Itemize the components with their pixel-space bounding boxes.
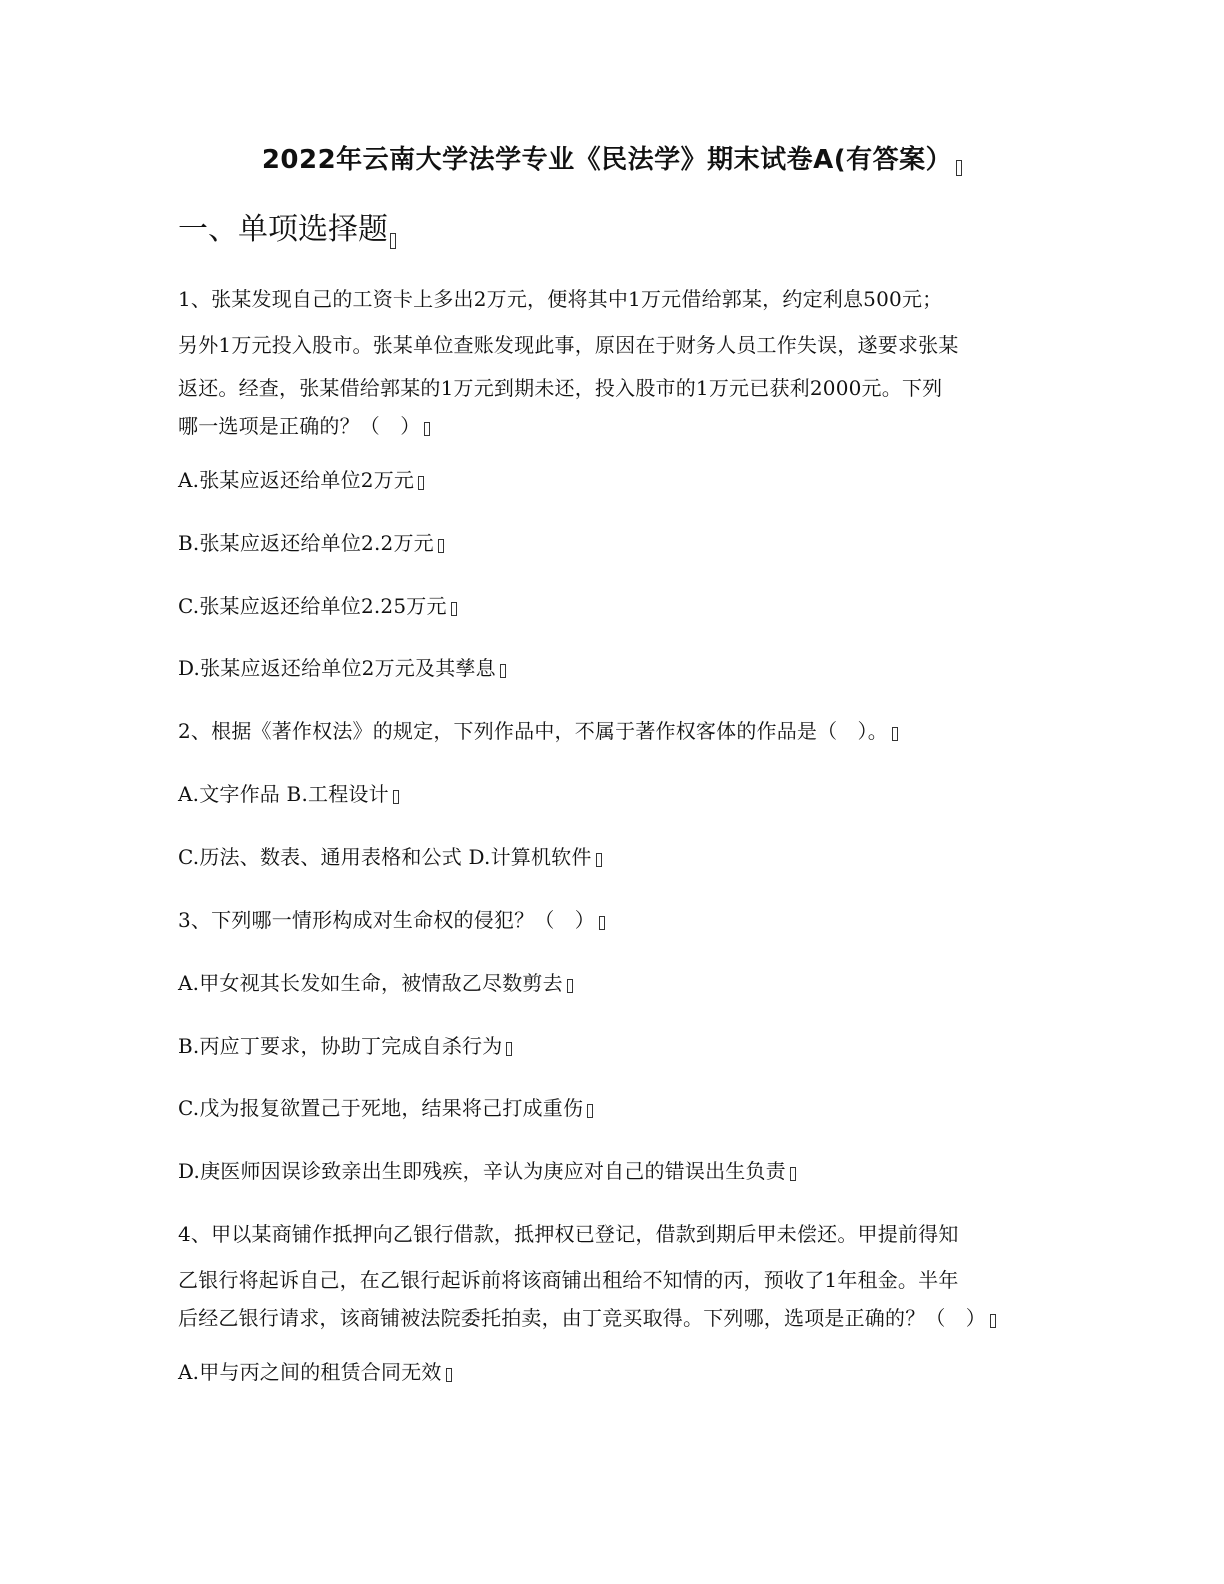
paragraph-mark-icon xyxy=(424,422,430,436)
document-title-text: 2022年云南大学法学专业《民法学》期末试卷A(有答案） xyxy=(261,145,953,175)
question-3-option-b xyxy=(178,1031,512,1061)
text-line: 2、根据《著作权法》的规定，下列作品中，不属于著作权客体的作品是（ ）。 xyxy=(178,719,888,743)
paragraph-mark-icon xyxy=(892,727,898,741)
question-3-option-c xyxy=(178,1093,593,1123)
question-4-line-1 xyxy=(178,1219,959,1249)
option-text: D.庚医师因误诊致亲出生即残疾，辛认为庚应对自己的错误出生负责 xyxy=(178,1159,786,1183)
question-1-option-d xyxy=(178,653,506,683)
text-line: 1、张某发现自己的工资卡上多出2万元，便将其中1万元借给郭某，约定利息500元； xyxy=(178,287,943,311)
paragraph-mark-icon xyxy=(393,790,399,804)
text-line: 哪一选项是正确的？（ ） xyxy=(178,414,421,438)
question-4-line-2 xyxy=(178,1265,959,1295)
text-line: 4、甲以某商铺作抵押向乙银行借款，抵押权已登记，借款到期后甲未偿还。甲提前得知 xyxy=(178,1222,959,1246)
paragraph-mark-icon xyxy=(390,233,396,249)
question-3-option-a xyxy=(178,968,573,998)
question-3-option-d xyxy=(178,1156,796,1186)
paragraph-mark-icon xyxy=(956,160,962,176)
paragraph-mark-icon xyxy=(506,1042,512,1056)
option-text: C.戊为报复欲置己于死地，结果将己打成重伤 xyxy=(178,1096,584,1120)
question-1-option-c xyxy=(178,591,457,621)
option-text: D.张某应返还给单位2万元及其孳息 xyxy=(178,656,496,680)
question-4-option-a xyxy=(178,1357,452,1387)
question-3-stem xyxy=(178,905,605,935)
paragraph-mark-icon xyxy=(500,664,506,678)
option-text: C.历法、数表、通用表格和公式 D.计算机软件 xyxy=(178,845,592,869)
option-text: A.张某应返还给单位2万元 xyxy=(178,468,415,492)
option-text: B.丙应丁要求，协助丁完成自杀行为 xyxy=(178,1034,503,1058)
paragraph-mark-icon xyxy=(990,1314,996,1328)
text-line: 后经乙银行请求，该商铺被法院委托拍卖，由丁竞买取得。下列哪，选项是正确的？（ ） xyxy=(178,1306,986,1330)
section-heading xyxy=(178,208,396,252)
paragraph-mark-icon xyxy=(599,916,605,930)
question-1-line-3 xyxy=(178,373,942,403)
document-title xyxy=(0,140,1224,180)
question-1-option-b xyxy=(178,528,444,558)
text-line: 3、下列哪一情形构成对生命权的侵犯？（ ） xyxy=(178,908,595,932)
paragraph-mark-icon xyxy=(567,979,573,993)
option-text: A.文字作品 B.工程设计 xyxy=(178,782,389,806)
option-text: A.甲与丙之间的租赁合同无效 xyxy=(178,1360,442,1384)
paragraph-mark-icon xyxy=(451,602,457,616)
paragraph-mark-icon xyxy=(438,539,444,553)
paragraph-mark-icon xyxy=(596,853,602,867)
question-1-line-1 xyxy=(178,284,942,314)
paragraph-mark-icon xyxy=(587,1104,593,1118)
question-4-line-3 xyxy=(178,1303,996,1333)
option-text: C.张某应返还给单位2.25万元 xyxy=(178,594,447,618)
paragraph-mark-icon xyxy=(418,476,424,490)
text-line: 另外1万元投入股市。张某单位查账发现此事，原因在于财务人员工作失误，遂要求张某 xyxy=(178,333,959,357)
option-text: B.张某应返还给单位2.2万元 xyxy=(178,531,434,555)
paragraph-mark-icon xyxy=(790,1167,796,1181)
section-heading-text: 一、单项选择题 xyxy=(178,212,388,247)
question-1-line-4 xyxy=(178,411,430,441)
question-2-options-ab xyxy=(178,779,399,809)
question-2-options-cd xyxy=(178,842,602,872)
question-1-line-2 xyxy=(178,330,959,360)
question-1-option-a xyxy=(178,465,424,495)
text-line: 乙银行将起诉自己，在乙银行起诉前将该商铺出租给不知情的丙，预收了1年租金。半年 xyxy=(178,1268,959,1292)
text-line: 返还。经查，张某借给郭某的1万元到期未还，投入股市的1万元已获利2000元。下列 xyxy=(178,376,943,400)
option-text: A.甲女视其长发如生命，被情敌乙尽数剪去 xyxy=(178,971,563,995)
paragraph-mark-icon xyxy=(446,1368,452,1382)
question-2-stem xyxy=(178,716,898,746)
